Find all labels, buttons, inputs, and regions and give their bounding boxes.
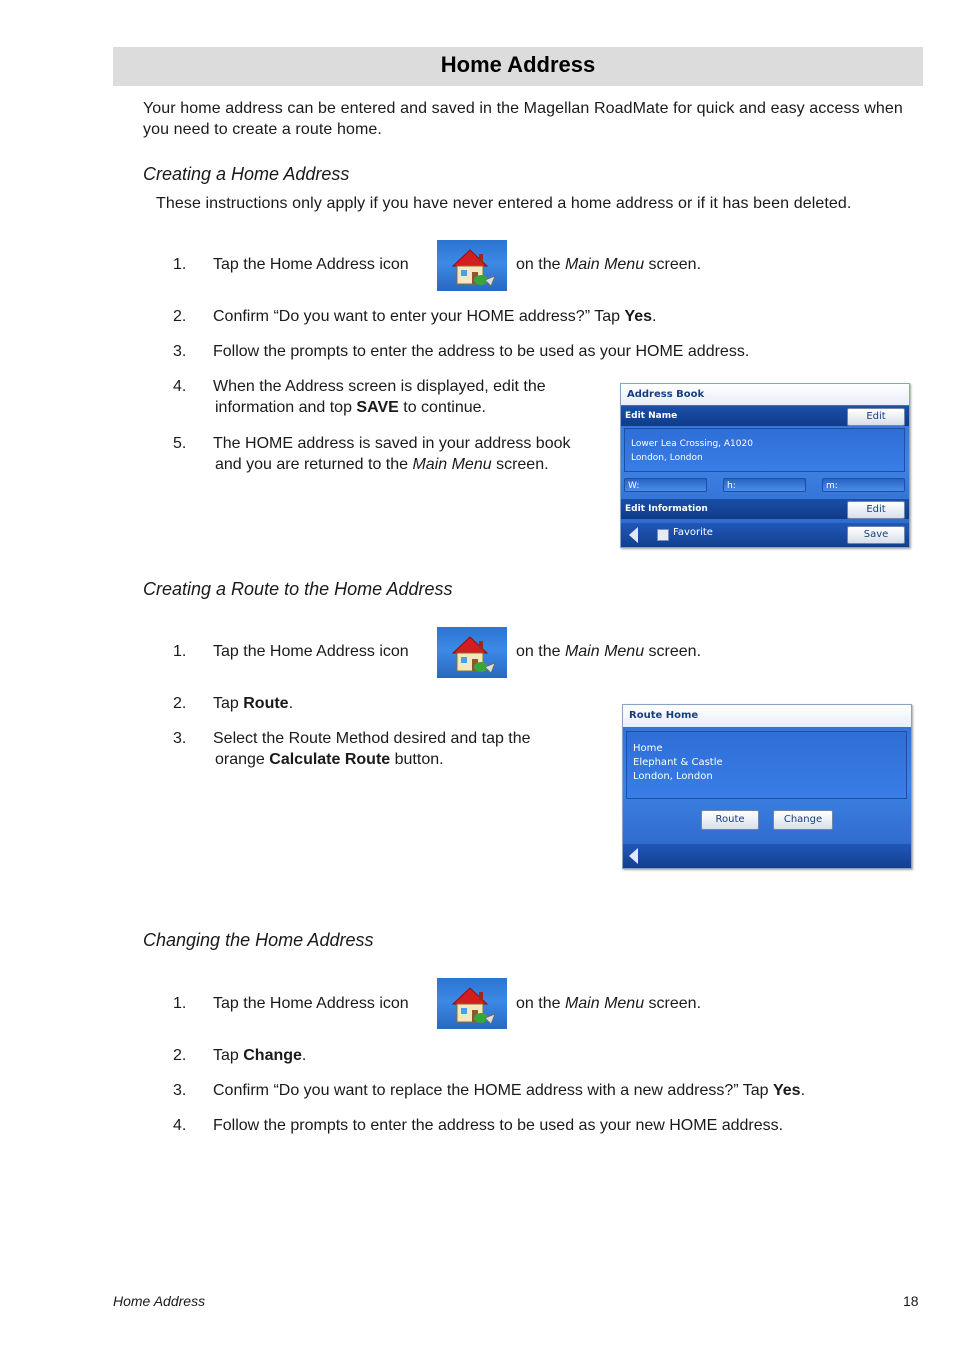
step-text: Follow the prompts to enter the address to be used as your new HOME address. — [213, 1117, 784, 1134]
address-line: London, London — [631, 453, 703, 463]
step-text — [213, 306, 656, 327]
text-fragment: Tap — [213, 1047, 244, 1064]
page-number: 18 — [903, 1293, 919, 1309]
back-arrow-icon[interactable] — [629, 848, 638, 864]
text-fragment: on the — [516, 643, 565, 660]
step-line — [213, 397, 546, 418]
field-m[interactable]: m: — [822, 478, 905, 492]
step-number: 4. — [173, 378, 187, 395]
text-fragment: . — [800, 1082, 806, 1099]
main-menu-term: Main Menu — [564, 256, 645, 273]
step-number: 1. — [173, 995, 187, 1012]
bold-term: Change — [243, 1047, 302, 1064]
text-fragment: screen. — [491, 456, 549, 473]
step-text-after-icon — [516, 254, 701, 275]
step-number: 3. — [173, 730, 187, 747]
bottom-bar — [621, 523, 909, 547]
route-line: London, London — [633, 771, 713, 782]
step-line: Select the Route Method desired and tap the — [213, 730, 531, 747]
house-icon — [437, 240, 507, 291]
text-fragment: on the — [516, 256, 565, 273]
save-button[interactable]: Save — [847, 526, 905, 544]
text-fragment: information and top — [215, 399, 357, 416]
step-line: When the Address screen is displayed, edit the — [213, 378, 546, 395]
text-fragment: Tap — [213, 695, 244, 712]
step-text-after-icon — [516, 993, 701, 1014]
bold-term: Yes — [624, 308, 653, 325]
address-box — [624, 428, 905, 472]
edit-info-label: Edit Information — [625, 504, 708, 514]
step-text: Follow the prompts to enter the address to be used as your HOME address. — [213, 343, 750, 360]
field-h[interactable]: h: — [723, 478, 806, 492]
edit-info-button[interactable]: Edit — [847, 501, 905, 519]
house-icon — [437, 978, 507, 1029]
text-fragment: screen. — [644, 256, 702, 273]
address-book-screenshot — [620, 383, 910, 548]
step-number: 3. — [173, 343, 187, 360]
route-line: Elephant & Castle — [633, 757, 723, 768]
step-text: Tap the Home Address icon — [213, 643, 409, 660]
text-fragment: and you are returned to the — [215, 456, 413, 473]
step-text: Tap the Home Address icon — [213, 256, 409, 273]
favorite-label: Favorite — [673, 527, 713, 538]
home-address-icon[interactable] — [437, 978, 507, 1029]
text-fragment: . — [288, 695, 294, 712]
text-fragment: . — [652, 308, 657, 325]
route-button[interactable]: Route — [701, 810, 759, 830]
step-text — [213, 693, 293, 714]
home-address-icon[interactable] — [437, 240, 507, 291]
back-arrow-icon[interactable] — [629, 527, 638, 543]
intro-paragraph: Your home address can be entered and saved in the Magellan RoadMate for quick and easy access when you need to create a route home. — [143, 100, 903, 138]
main-menu-term: Main Menu — [564, 643, 645, 660]
step-number: 3. — [173, 1082, 187, 1099]
edit-name-label: Edit Name — [625, 411, 678, 421]
route-address-box — [626, 731, 907, 799]
field-w[interactable]: W: — [624, 478, 707, 492]
bold-term: Calculate Route — [269, 751, 391, 768]
bold-term: Yes — [772, 1082, 801, 1099]
step-text — [213, 728, 531, 770]
bottom-bar — [623, 844, 911, 868]
change-button[interactable]: Change — [773, 810, 833, 830]
step-number: 2. — [173, 1047, 187, 1064]
text-fragment: Confirm “Do you want to replace the HOME address with a new address?” Tap — [213, 1082, 773, 1099]
step-text — [213, 376, 546, 418]
step-number: 2. — [173, 695, 187, 712]
home-address-icon[interactable] — [437, 627, 507, 678]
footer-section-name: Home Address — [113, 1293, 206, 1309]
house-icon — [437, 627, 507, 678]
text-fragment: on the — [516, 995, 565, 1012]
address-line: Lower Lea Crossing, A1020 — [631, 439, 753, 449]
text-fragment: orange — [215, 751, 270, 768]
step-number: 1. — [173, 643, 187, 660]
bold-term: Route — [243, 695, 289, 712]
section-heading-change-home: Changing the Home Address — [143, 930, 374, 950]
step-text — [213, 1080, 805, 1101]
text-fragment: to continue. — [398, 399, 486, 416]
step-number: 1. — [173, 256, 187, 273]
favorite-checkbox[interactable] — [657, 529, 669, 541]
step-line: The HOME address is saved in your address book — [213, 435, 571, 452]
text-fragment: . — [301, 1047, 307, 1064]
section-heading-route-home: Creating a Route to the Home Address — [143, 579, 453, 599]
section-heading-create-home: Creating a Home Address — [143, 164, 350, 184]
route-home-screenshot — [622, 704, 912, 869]
step-line — [213, 749, 531, 770]
text-fragment: button. — [390, 751, 444, 768]
main-menu-term: Main Menu — [412, 456, 492, 473]
route-line: Home — [633, 743, 663, 754]
step-text: Tap the Home Address icon — [213, 995, 409, 1012]
screen-title: Address Book — [621, 384, 909, 405]
edit-name-button[interactable]: Edit — [847, 408, 905, 426]
page-title: Home Address — [440, 52, 596, 77]
screen-title: Route Home — [623, 705, 911, 727]
step-text — [213, 1045, 306, 1066]
step-number: 4. — [173, 1117, 187, 1134]
step-number: 5. — [173, 435, 187, 452]
section-note: These instructions only apply if you have never entered a home address or if it has been deleted. — [156, 195, 852, 212]
text-fragment: screen. — [644, 995, 702, 1012]
step-text — [213, 433, 571, 475]
step-line — [213, 454, 571, 475]
text-fragment: Confirm “Do you want to enter your HOME address?” Tap — [213, 308, 625, 325]
text-fragment: screen. — [644, 643, 702, 660]
step-text-after-icon — [516, 641, 701, 662]
bold-term: SAVE — [356, 399, 399, 416]
main-menu-term: Main Menu — [564, 995, 645, 1012]
title-banner — [113, 47, 923, 86]
step-number: 2. — [173, 308, 187, 325]
